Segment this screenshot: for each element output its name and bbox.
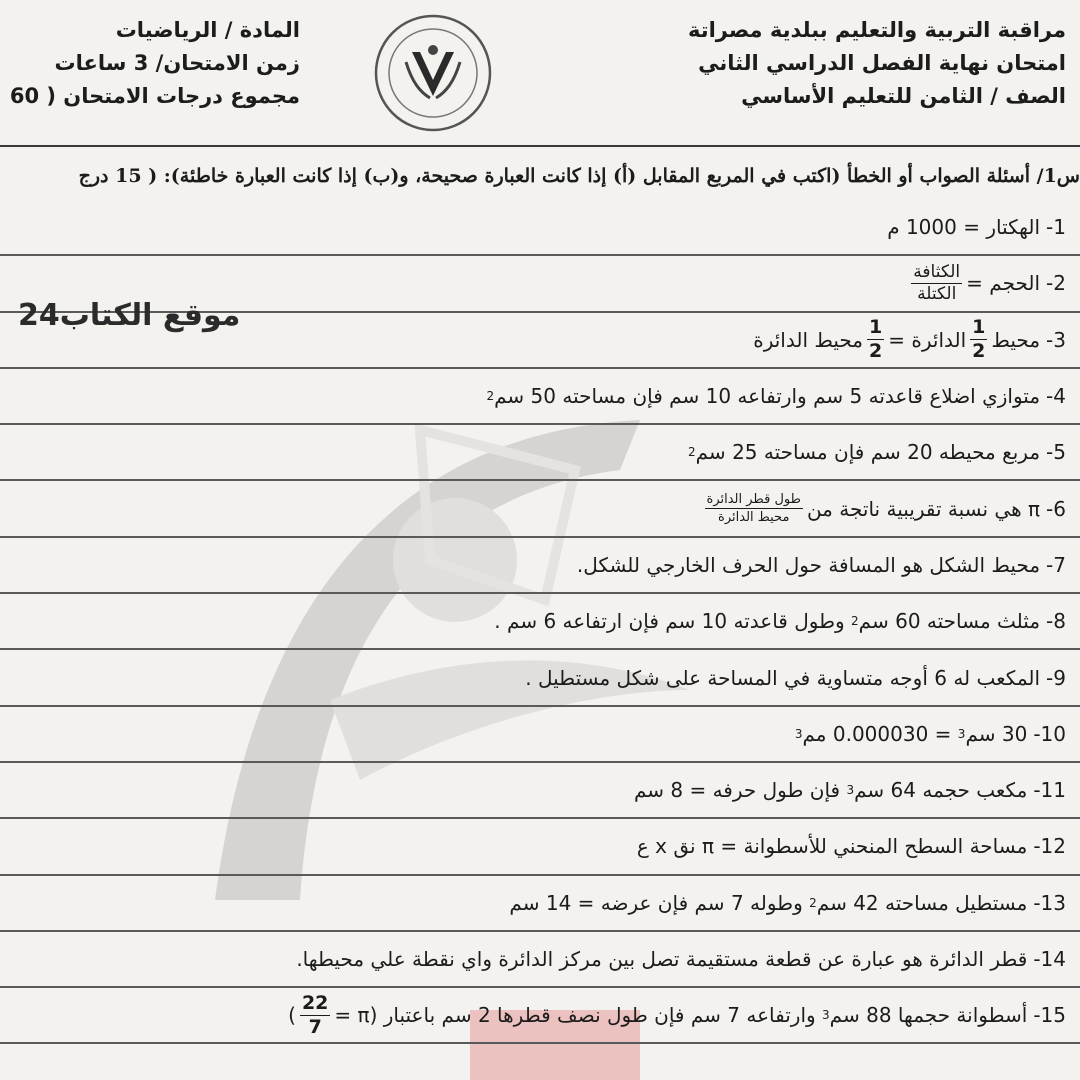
header-exam-name: امتحان نهاية الفصل الدراسي الثاني <box>698 51 1066 75</box>
ministry-seal-icon <box>372 12 494 134</box>
question-row-4: 4- متوازي اضلاع قاعدته 5 سم وارتفاعه 10 سم فإن مساحته 50 سم 2 <box>0 369 1080 425</box>
header-divider <box>0 145 1080 147</box>
fraction: $\frac{\text{طول قطر الدائرة}}{\text{محيط الدائرة}}$ <box>706 492 801 526</box>
header-duration: زمن الامتحان/ 3 ساعات <box>54 51 300 75</box>
header-total-marks: مجموع درجات الامتحان ( 60 <box>9 84 300 108</box>
question-row-10: 10- 30 سم 3 = 0.000030 مم 3 <box>0 707 1080 763</box>
question-row-7: 7- محيط الشكل هو المسافة حول الحرف الخارجي للشكل. <box>0 538 1080 594</box>
header-grade: الصف / الثامن للتعليم الأساسي <box>741 84 1066 108</box>
site-watermark-label: موقع الكتاب24 <box>18 298 241 333</box>
header-institution <box>596 14 1066 113</box>
question-row-11: 11- مكعب حجمه 64 سم 3 فإن طول حرفه = 8 سم <box>0 763 1080 819</box>
fraction: $\frac{\text{الكثافة}}{\text{الكتلة}}$ <box>913 261 961 304</box>
question-row-2: 2- الحجم = $\frac{\text{الكثافة}}{\text{الكتلة}}$ <box>0 256 1080 312</box>
question-row-6: 6- π هي نسبة تقريبية ناتجة من $\frac{\text{طول قطر الدائرة}}{\text{محيط الدائرة}}$ <box>0 481 1080 537</box>
question-row-5: 5- مربع محيطه 20 سم فإن مساحته 25 سم 2 <box>0 425 1080 481</box>
question-row-8: 8- مثلث مساحته 60 سم 2 وطول قاعدته 10 سم فإن ارتفاعه 6 سم . <box>0 594 1080 650</box>
header-subject: المادة / الرياضيات <box>115 18 300 42</box>
header-exam-info <box>0 14 300 113</box>
question-row-3: 3- محيط $\frac{1}{2}$ الدائرة = $\frac{1}{2}$ محيط الدائرة <box>0 313 1080 369</box>
question-row-13: 13- مستطيل مساحته 42 سم 2 وطوله 7 سم فإن عرضه = 14 سم <box>0 876 1080 932</box>
fraction: $\frac{1}{2}$ <box>972 316 986 363</box>
fraction: $\frac{22}{7}$ <box>301 991 329 1038</box>
header-directorate: مراقبة التربية والتعليم ببلدية مصراتة <box>687 18 1066 42</box>
question-row-9: 9- المكعب له 6 أوجه متساوية في المساحة على شكل مستطيل . <box>0 650 1080 706</box>
question-row-1: 1- الهكتار = 1000 م <box>0 200 1080 256</box>
question-row-12: 12- مساحة السطح المنحني للأسطوانة = π نق x ع <box>0 819 1080 875</box>
fraction: $\frac{1}{2}$ <box>869 316 883 363</box>
question-row-14: 14- قطر الدائرة هو عبارة عن قطعة مستقيمة تصل بين مركز الدائرة واي نقطة علي محيطها. <box>0 932 1080 988</box>
question-row-15: 15- أسطوانة حجمها 88 سم 3 وارتفاعه 7 سم فإن طول نصف قطرها 2 سم باعتبار (π = $\frac{22}{7}$ ) <box>0 988 1080 1044</box>
question-title: س1/ أسئلة الصواب أو الخطأ (اكتب في المربع المقابل (أ) إذا كانت العبارة صحيحة، و(ب) إذا كانت العبارة خاطئة): ( 15 درج <box>78 165 1080 187</box>
